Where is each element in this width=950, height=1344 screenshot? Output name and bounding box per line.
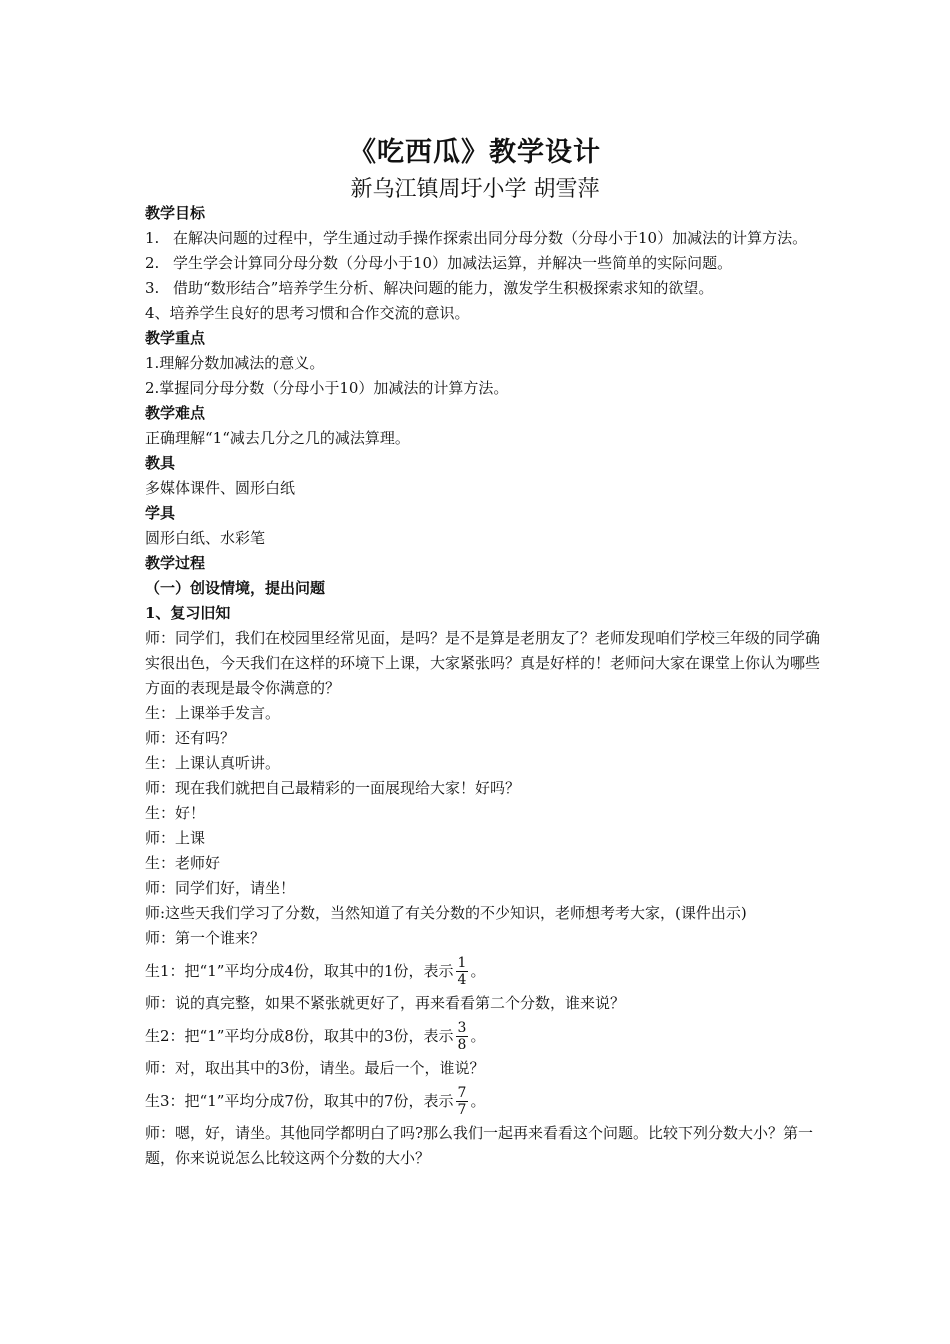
goal-item-3: 3. 借助“数形结合”培养学生分析、解决问题的能力，激发学生积极探索求知的欲望。 bbox=[145, 279, 714, 297]
process-heading: 教学过程 bbox=[145, 554, 206, 572]
subsection-1-heading: 1、复习旧知 bbox=[145, 604, 231, 622]
learning-aids-text: 圆形白纸、水彩笔 bbox=[145, 529, 266, 547]
teacher-line: 师：说的真完整，如果不紧张就更好了，再来看看第二个分数，谁来说？ bbox=[145, 994, 626, 1012]
key-point-2: 2.掌握同分母分数（分母小于10）加减法的计算方法。 bbox=[145, 379, 509, 397]
goal-item-1: 1. 在解决问题的过程中，学生通过动手操作探索出同分母分数（分母小于10）加减法的计算方法。 bbox=[145, 229, 808, 247]
dialogue-line: 生：好！ bbox=[145, 804, 206, 822]
fraction: $\frac{7}{7}$ bbox=[457, 1084, 467, 1118]
student-1-answer: 生1：把“1”平均分成4份，取其中的1份，表示 $\frac{1}{4}$ 。 bbox=[145, 954, 486, 988]
dialogue-line: 师:这些天我们学习了分数，当然知道了有关分数的不少知识，老师想考考大家，(课件出示) bbox=[145, 904, 747, 922]
teaching-aids-text: 多媒体课件、圆形白纸 bbox=[145, 479, 296, 497]
document-body bbox=[145, 201, 825, 1171]
dialogue-line: 师：第一个谁来？ bbox=[145, 929, 266, 947]
teaching-aids-heading: 教具 bbox=[145, 454, 176, 472]
goals-heading: 教学目标 bbox=[145, 204, 206, 222]
dialogue-line: 师：现在我们就把自己最精彩的一面展现给大家！好吗？ bbox=[145, 779, 521, 797]
goal-item-4: 4、培养学生良好的思考习惯和合作交流的意识。 bbox=[145, 304, 470, 322]
key-points-heading: 教学重点 bbox=[145, 329, 206, 347]
dialogue-line: 生：上课举手发言。 bbox=[145, 704, 281, 722]
teacher-line: 师：嗯，好，请坐。其他同学都明白了吗?那么我们一起再来看看这个问题。比较下列分数大小？第一题，你来说说怎么比较这两个分数的大小？ bbox=[145, 1124, 814, 1167]
difficulty-heading: 教学难点 bbox=[145, 404, 206, 422]
dialogue-line: 生：上课认真听讲。 bbox=[145, 754, 281, 772]
fraction: $\frac{1}{4}$ bbox=[457, 954, 467, 988]
dialogue-line: 生：老师好 bbox=[145, 854, 221, 872]
author-line: 新乌江镇周圩小学 胡雪萍 bbox=[350, 177, 600, 202]
student-3-answer: 生3：把“1”平均分成7份，取其中的7份，表示 $\frac{7}{7}$ 。 bbox=[145, 1084, 486, 1118]
dialogue-line: 师：还有吗？ bbox=[145, 729, 236, 747]
dialogue-line: 师：同学们，我们在校园里经常见面，是吗？是不是算是老朋友了？老师发现咱们学校三年级的同学确实很出色，今天我们在这样的环境下上课，大家紧张吗？真是好样的！老师问大家在课堂上你认为哪些方面的表现是最令你满意的？ bbox=[145, 629, 821, 697]
student-2-answer: 生2：把“1”平均分成8份，取其中的3份，表示 $\frac{3}{8}$ 。 bbox=[145, 1019, 486, 1053]
goal-item-2: 2. 学生学会计算同分母分数（分母小于10）加减法运算，并解决一些简单的实际问题。 bbox=[145, 254, 733, 272]
difficulty-text: 正确理解“1“减去几分之几的减法算理。 bbox=[145, 429, 410, 447]
document-title: 《吃西瓜》教学设计 bbox=[349, 137, 601, 168]
section-1-heading: （一）创设情境，提出问题 bbox=[145, 579, 326, 597]
key-point-1: 1.理解分数加减法的意义。 bbox=[145, 354, 325, 372]
dialogue-line: 师：同学们好，请坐！ bbox=[145, 879, 296, 897]
learning-aids-heading: 学具 bbox=[145, 504, 176, 522]
dialogue-line: 师：上课 bbox=[145, 829, 206, 847]
teacher-line: 师：对，取出其中的3份，请坐。最后一个，谁说？ bbox=[145, 1059, 485, 1077]
fraction: $\frac{3}{8}$ bbox=[457, 1019, 467, 1053]
